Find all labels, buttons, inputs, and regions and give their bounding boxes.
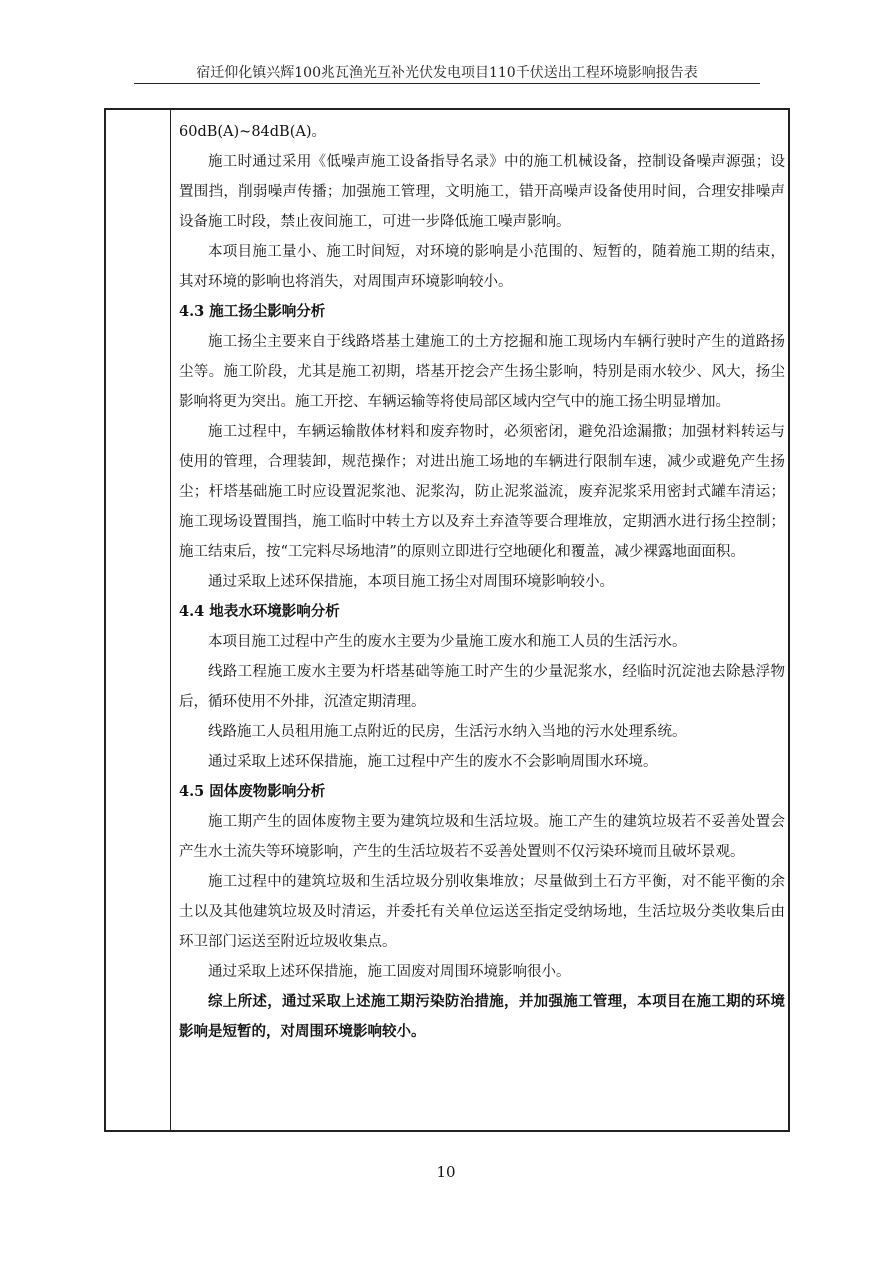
paragraph-summary: 综上所述，通过采取上述施工期污染防治措施，并加强施工管理，本项目在施工期的环境影响是短暂的，对周围环境影响较小。 <box>179 993 785 1040</box>
paragraph-dust-measures: 施工过程中，车辆运输散体材料和废弃物时，必须密闭，避免沿途漏撒；加强材料转运与使用的管理，合理装卸，规范操作；对进出施工场地的车辆进行限制车速，减少或避免产生扬尘；杆塔基础施工时应设置泥浆池、泥浆沟，防止泥浆溢流，废弃泥浆采用密封式罐车清运；施工现场设置围挡，施工临时中转土方以及弃土弃渣等要合理堆放，定期洒水进行扬尘控制；施工结束后，按“工完料尽场地清”的原则立即进行空地硬化和覆盖，减少裸露地面面积。 <box>179 424 785 560</box>
table-left-column <box>106 110 171 1130</box>
paragraph-noise-range: 60dB(A)~84dB(A)。 <box>179 124 326 140</box>
paragraph-domestic-sewage: 线路施工人员租用施工点附近的民房，生活污水纳入当地的污水处理系统。 <box>208 724 687 740</box>
document-header-title: 宿迁仰化镇兴辉100兆瓦渔光互补光伏发电项目110千伏送出工程环境影响报告表 <box>196 65 698 81</box>
page-number: 10 <box>436 1163 456 1181</box>
section-heading-4-4: 4.4 地表水环境影响分析 <box>179 603 340 620</box>
paragraph-dust-sources: 施工扬尘主要来自于线路塔基土建施工的土方挖掘和施工现场内车辆行驶时产生的道路扬尘等。施工阶段，尤其是施工初期，塔基开挖会产生扬尘影响，特别是雨水较少、风大，扬尘影响将更为突出。施工开挖、车辆运输等将使局部区域内空气中的施工扬尘明显增加。 <box>179 334 785 410</box>
paragraph-noise-conclusion: 本项目施工量小、施工时间短，对环境的影响是小范围的、短暂的，随着施工期的结束，其对环境的影响也将消失，对周围声环境影响较小。 <box>179 244 785 290</box>
section-heading-4-3: 4.3 施工扬尘影响分析 <box>179 303 326 320</box>
section-heading-4-5: 4.5 固体废物影响分析 <box>179 783 326 800</box>
table-frame <box>104 108 790 1132</box>
paragraph-solid-waste-conclusion: 通过采取上述环保措施，施工固废对周围环境影响很小。 <box>208 964 571 980</box>
paragraph-solid-waste-sources: 施工期产生的固体废物主要为建筑垃圾和生活垃圾。施工产生的建筑垃圾若不妥善处置会产生水土流失等环境影响，产生的生活垃圾若不妥善处置则不仅污染环境而且破坏景观。 <box>179 814 785 860</box>
paragraph-construction-wastewater: 线路工程施工废水主要为杆塔基础等施工时产生的少量泥浆水，经临时沉淀池去除悬浮物后，循环使用不外排，沉渣定期清理。 <box>179 664 785 710</box>
paragraph-noise-measures: 施工时通过采用《低噪声施工设备指导名录》中的施工机械设备，控制设备噪声源强；设置围挡，削弱噪声传播；加强施工管理，文明施工，错开高噪声设备使用时间，合理安排噪声设备施工时段，禁止夜间施工，可进一步降低施工噪声影响。 <box>179 154 785 230</box>
paragraph-wastewater-sources: 本项目施工过程中产生的废水主要为少量施工废水和施工人员的生活污水。 <box>208 634 687 650</box>
paragraph-dust-conclusion: 通过采取上述环保措施，本项目施工扬尘对周围环境影响较小。 <box>208 574 614 590</box>
paragraph-solid-waste-measures: 施工过程中的建筑垃圾和生活垃圾分别收集堆放；尽量做到土石方平衡，对不能平衡的余土以及其他建筑垃圾及时清运，并委托有关单位运送至指定受纳场地，生活垃圾分类收集后由环卫部门运送至附近垃圾收集点。 <box>179 874 785 950</box>
table-content-cell <box>171 117 790 1047</box>
header-rule <box>134 83 760 84</box>
paragraph-water-conclusion: 通过采取上述环保措施，施工过程中产生的废水不会影响周围水环境。 <box>208 754 658 770</box>
